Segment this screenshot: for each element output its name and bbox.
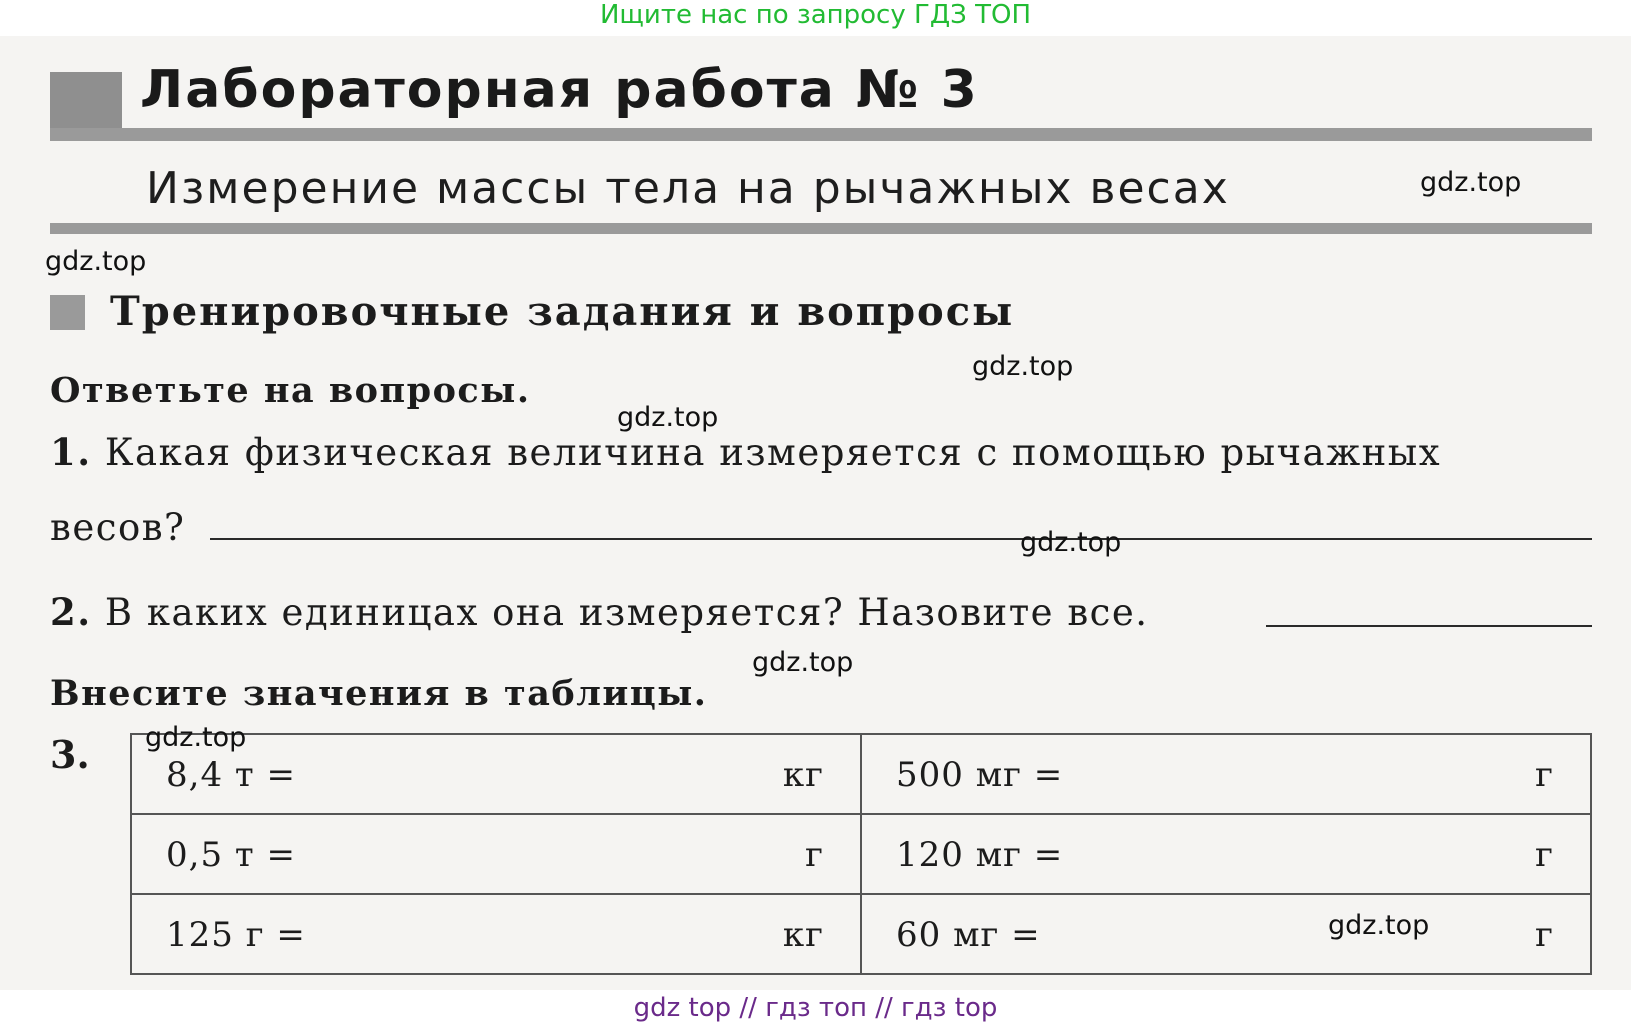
question-2-number: 2.: [50, 590, 92, 634]
question-1-line-1: [50, 430, 1441, 474]
question-1-number: 1.: [50, 430, 92, 474]
watermark: gdz.top: [972, 351, 1074, 382]
table-cell: [131, 894, 861, 974]
answer-line-2[interactable]: [1266, 625, 1592, 627]
instruction-answer: Ответьте на вопросы.: [50, 370, 531, 411]
table-row: [131, 734, 1591, 814]
question-1-line-2: весов?: [50, 506, 186, 549]
section-heading: Тренировочные задания и вопросы: [110, 288, 1015, 335]
cell-expression: 125 г =: [166, 915, 306, 955]
instruction-table: Внесите значения в таблицы.: [50, 673, 708, 714]
cell-expression: 500 мг =: [896, 755, 1064, 795]
cell-unit: г: [805, 835, 824, 875]
top-banner: Ищите нас по запросу ГДЗ ТОП: [599, 0, 1032, 30]
watermark: gdz.top: [1020, 527, 1122, 558]
question-1-text: Какая физическая величина измеряется с помощью рычажных: [104, 431, 1442, 474]
watermark: gdz.top: [1328, 910, 1430, 941]
bottom-banner: gdz top // гдз топ // гдз top: [633, 993, 998, 1023]
answer-line-1[interactable]: [210, 538, 1592, 540]
watermark: gdz.top: [1420, 167, 1522, 198]
question-2-text: В каких единицах она измеряется? Назовите все.: [104, 591, 1149, 634]
watermark: gdz.top: [45, 246, 147, 277]
title-rule: [50, 128, 1592, 141]
table-cell: [861, 894, 1591, 974]
watermark: gdz.top: [145, 722, 247, 753]
cell-expression: 60 мг =: [896, 915, 1041, 955]
question-3-number: 3.: [50, 732, 90, 777]
table-row: [131, 814, 1591, 894]
cell-unit: г: [1535, 755, 1554, 795]
lab-title: Лабораторная работа № 3: [140, 60, 979, 120]
cell-unit: г: [1535, 835, 1554, 875]
cell-unit: кг: [782, 915, 824, 955]
table-cell: [861, 814, 1591, 894]
cell-unit: кг: [782, 755, 824, 795]
cell-expression: 0,5 т =: [166, 835, 296, 875]
lab-subtitle: Измерение массы тела на рычажных весах: [146, 163, 1230, 214]
subtitle-rule: [50, 223, 1592, 234]
question-2: [50, 590, 1149, 634]
table-cell: [131, 814, 861, 894]
cell-unit: г: [1535, 915, 1554, 955]
watermark: gdz.top: [617, 402, 719, 433]
section-marker: [50, 295, 85, 330]
watermark: gdz.top: [752, 647, 854, 678]
table-cell: [861, 734, 1591, 814]
cell-expression: 8,4 т =: [166, 755, 296, 795]
cell-expression: 120 мг =: [896, 835, 1064, 875]
